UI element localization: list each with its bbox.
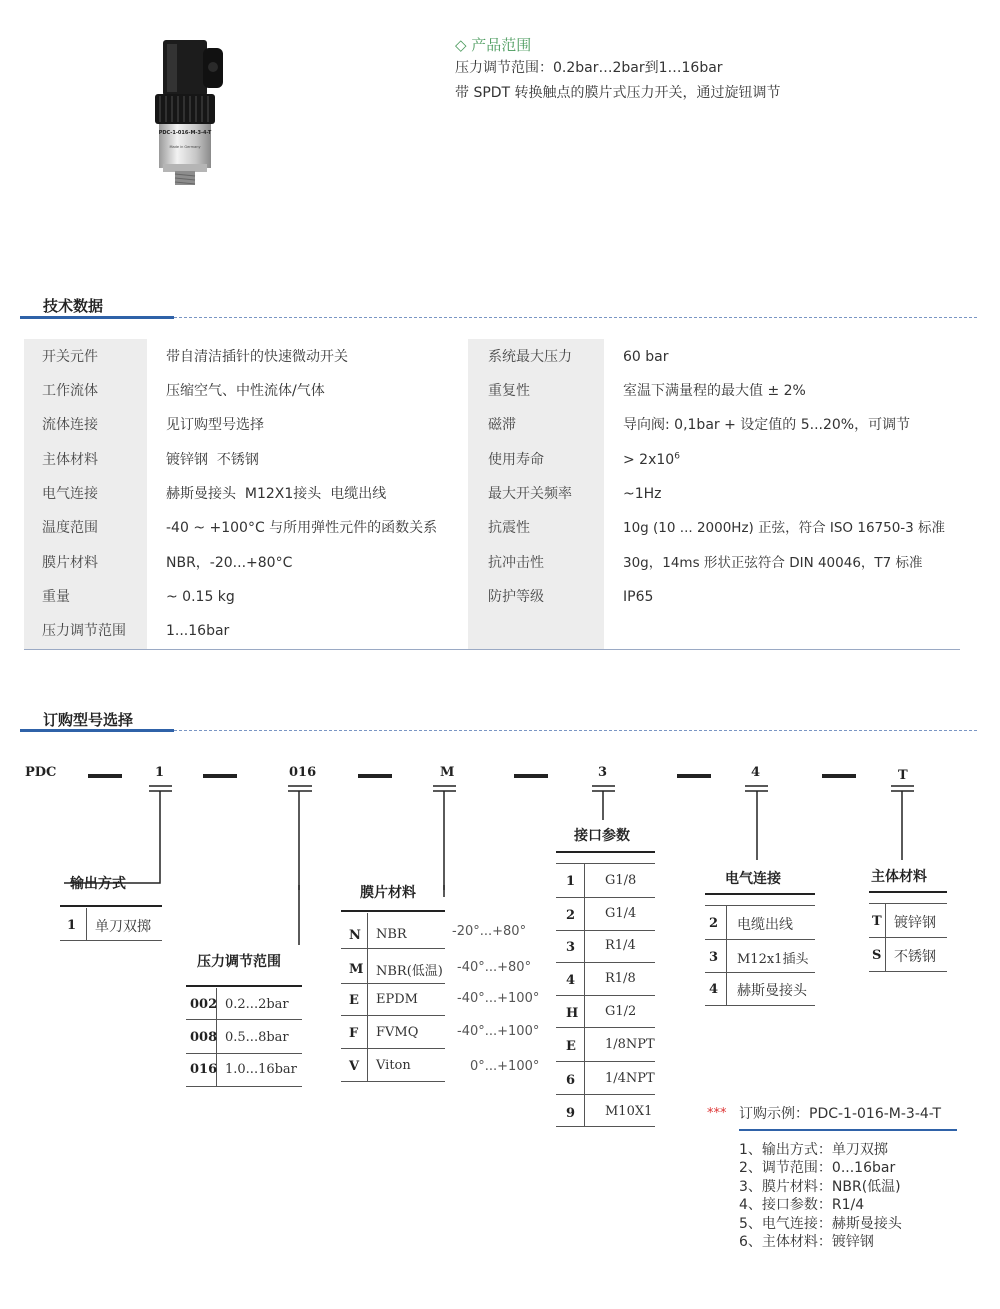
membrane-row-rule [341, 1015, 445, 1016]
port-rule-bottom [556, 1126, 655, 1127]
membrane-connector [435, 885, 455, 905]
tech-right-value [623, 443, 680, 477]
body-material-divider [885, 904, 886, 972]
membrane-code: E [349, 993, 359, 1008]
port-desc: 1/4NPT [605, 1071, 655, 1086]
body-material-code: T [872, 914, 882, 929]
port-desc: R1/8 [605, 971, 636, 986]
tech-left-label: 温度范围 [42, 520, 98, 536]
port-row-rule [556, 930, 655, 931]
membrane-code: M [349, 962, 364, 977]
code-dash [822, 774, 856, 778]
electrical-divider [726, 906, 727, 1005]
port-desc: M10X1 [605, 1104, 653, 1119]
pressure-range-text: 压力调节范围：0.2bar…2bar到1…16bar [455, 60, 723, 76]
tech-right-value: IP65 [623, 589, 654, 605]
membrane-desc: Viton [376, 1058, 411, 1073]
tech-right-label: 抗冲击性 [488, 555, 544, 571]
electrical-rule-bottom [705, 1005, 815, 1006]
code-dash [358, 774, 392, 778]
membrane-desc: NBR(低温) [376, 964, 443, 979]
membrane-code: N [349, 928, 361, 943]
tech-right-label: 系统最大压力 [488, 349, 572, 365]
code-electrical: 4 [751, 765, 761, 780]
product-description-text: 带 SPDT 转换触点的膜片式压力开关，通过旋钮调节 [455, 85, 781, 101]
body-material-desc: 不锈钢 [894, 949, 936, 965]
electrical-code: 3 [709, 950, 719, 965]
electrical-desc: M12x1插头 [737, 952, 809, 967]
tech-left-label: 膜片材料 [42, 555, 98, 571]
port-desc: G1/2 [605, 1004, 637, 1019]
code-membrane: M [440, 765, 455, 780]
tech-right-label: 重复性 [488, 383, 530, 399]
electrical-row-rule [705, 939, 815, 940]
port-code: 1 [566, 874, 576, 889]
example-line: 3、膜片材料：NBR(低温) [739, 1179, 901, 1195]
membrane-rule-bottom [341, 1081, 445, 1082]
output-rule-bottom [60, 940, 162, 941]
membrane-temp-range: -40°...+80° [457, 960, 532, 975]
code-range: 016 [289, 765, 317, 780]
range-code: 016 [190, 1062, 218, 1077]
tech-left-value: 带自清洁插针的快速微动开关 [166, 349, 348, 365]
tech-right-value: 导向阀: 0,1bar + 设定值的 5...20%，可调节 [623, 417, 911, 433]
example-line: 5、电气连接：赫斯曼接头 [739, 1216, 902, 1232]
port-code: 9 [566, 1106, 576, 1121]
tech-left-label: 流体连接 [42, 417, 98, 433]
range-desc: 0.5...8bar [225, 1030, 289, 1045]
tech-right-value: 10g (10 ... 2000Hz) 正弦，符合 ISO 16750-3 标准 [623, 520, 946, 536]
tech-left-label: 压力调节范围 [42, 623, 126, 639]
electrical-desc: 赫斯曼接头 [737, 983, 807, 999]
example-line: 2、调节范围：0...16bar [739, 1160, 896, 1176]
port-desc: G1/4 [605, 906, 637, 921]
membrane-temp-range: -40°...+100° [457, 991, 540, 1006]
body-material-code: S [872, 948, 882, 963]
code-dash [514, 774, 548, 778]
port-desc: G1/8 [605, 873, 637, 888]
tech-right-label: 防护等级 [488, 589, 544, 605]
service-life-exponent: 6 [674, 451, 680, 462]
output-desc: 单刀双掷 [95, 919, 151, 935]
membrane-code: V [349, 1059, 360, 1074]
electrical-title: 电气连接 [725, 871, 781, 887]
code-output: 1 [155, 765, 165, 780]
code-prefix: PDC [25, 765, 57, 780]
ordering-dashed-rule [174, 730, 977, 731]
tech-right-label: 磁滞 [488, 417, 516, 433]
body-material-row-rule [869, 903, 947, 904]
port-row-rule [556, 897, 655, 898]
membrane-divider [367, 913, 368, 1081]
range-rule [186, 985, 302, 987]
port-code: 3 [566, 940, 576, 955]
tech-right-label: 抗震性 [488, 520, 530, 536]
tech-right-value: 室温下满量程的最大值 ± 2% [623, 383, 806, 399]
membrane-rule [341, 910, 445, 912]
body-material-desc: 镀锌钢 [894, 915, 936, 931]
tech-right-label: 最大开关频率 [488, 486, 572, 502]
range-code: 008 [190, 1030, 218, 1045]
port-code: 6 [566, 1073, 576, 1088]
electrical-row-rule [705, 905, 815, 906]
tech-left-label: 工作流体 [42, 383, 98, 399]
code-body: T [898, 768, 908, 783]
example-stars: *** [707, 1106, 727, 1121]
range-code: 002 [190, 997, 218, 1012]
ordering-title: 订购型号选择 [43, 711, 134, 729]
tech-data-table [24, 339, 960, 649]
tech-left-label: 主体材料 [42, 452, 98, 468]
code-port: 3 [598, 765, 608, 780]
electrical-desc: 电缆出线 [737, 917, 793, 933]
svg-text:PDC-1-016-M-3-4-T: PDC-1-016-M-3-4-T [158, 130, 212, 136]
tech-left-value: 1...16bar [166, 623, 230, 639]
tech-right-value: 30g，14ms 形状正弦符合 DIN 40046，T7 标准 [623, 555, 923, 571]
port-row-rule [556, 962, 655, 963]
membrane-row-rule [341, 948, 445, 949]
example-line: 1、输出方式：单刀双掷 [739, 1142, 888, 1158]
tech-left-label: 电气连接 [42, 486, 98, 502]
tech-left-label: 开关元件 [42, 349, 98, 365]
port-code: E [566, 1039, 576, 1054]
tech-data-title: 技术数据 [43, 297, 104, 315]
range-title: 压力调节范围 [197, 954, 281, 970]
membrane-temp-range: -20°...+80° [452, 924, 527, 939]
code-dash [203, 774, 237, 778]
body-material-title: 主体材料 [871, 869, 927, 885]
membrane-desc: FVMQ [376, 1025, 419, 1040]
tech-left-value: 赫斯曼接头 M12X1接头 电缆出线 [166, 486, 387, 502]
port-code: 4 [566, 973, 576, 988]
port-code: 2 [566, 908, 576, 923]
connector-lines [0, 780, 1000, 890]
port-code: H [566, 1006, 579, 1021]
body-material-row-rule [869, 937, 947, 938]
port-row-rule [556, 1027, 655, 1028]
body-material-rule [869, 891, 947, 893]
port-desc: 1/8NPT [605, 1037, 655, 1052]
port-desc: R1/4 [605, 938, 636, 953]
membrane-row-rule [341, 1048, 445, 1049]
electrical-code: 2 [709, 916, 719, 931]
range-desc: 0.2...2bar [225, 997, 289, 1012]
tech-right-value: ~1Hz [623, 486, 662, 502]
tech-left-value: 见订购型号选择 [166, 417, 264, 433]
electrical-rule [705, 893, 815, 895]
code-dash [677, 774, 711, 778]
output-code: 1 [67, 918, 77, 933]
tech-right-value: 60 bar [623, 349, 669, 365]
range-rule-bottom [186, 1086, 302, 1087]
membrane-title: 膜片材料 [360, 885, 416, 901]
electrical-code: 4 [709, 982, 719, 997]
tech-right-label: 使用寿命 [488, 452, 544, 468]
tech-left-value: -40 ~ +100°C 与所用弹性元件的函数关系 [166, 520, 438, 536]
tech-data-accent-bar [20, 316, 174, 319]
product-image [145, 36, 225, 186]
membrane-temp-range: -40°...+100° [457, 1024, 540, 1039]
port-rule [556, 851, 655, 853]
svg-text:Made in Germany: Made in Germany [169, 145, 201, 149]
output-rule [60, 905, 162, 907]
tech-data-dashed-rule [174, 317, 977, 318]
example-rule [739, 1129, 957, 1131]
example-title: 订购示例：PDC-1-016-M-3-4-T [739, 1106, 942, 1122]
tech-left-value: NBR，-20...+80°C [166, 555, 293, 571]
port-row-rule [556, 863, 655, 864]
tech-left-value: 压缩空气、中性流体/气体 [166, 383, 325, 399]
membrane-desc: NBR [376, 927, 407, 942]
tech-left-label: 重量 [42, 589, 70, 605]
body-material-rule-bottom [869, 971, 947, 972]
output-title: 输出方式 [70, 876, 126, 892]
example-line: 4、接口参数：R1/4 [739, 1197, 865, 1213]
membrane-row-rule [341, 983, 445, 984]
port-title: 接口参数 [574, 828, 630, 844]
port-row-rule [556, 1094, 655, 1095]
range-row-rule [186, 1053, 302, 1054]
port-row-rule [556, 995, 655, 996]
port-row-rule [556, 1061, 655, 1062]
membrane-desc: EPDM [376, 992, 418, 1007]
tech-left-value: ~ 0.15 kg [166, 589, 235, 605]
example-line: 6、主体材料：镀锌钢 [739, 1234, 874, 1250]
ordering-accent-bar [20, 729, 174, 732]
output-divider [86, 908, 87, 940]
membrane-code: F [349, 1026, 359, 1041]
code-dash [88, 774, 122, 778]
range-connector [290, 885, 310, 955]
range-desc: 1.0...16bar [225, 1062, 297, 1077]
tech-table-bottom-rule [24, 649, 960, 650]
range-row-rule [186, 1019, 302, 1020]
tech-left-value: 镀锌钢 不锈钢 [166, 452, 259, 468]
product-range-heading: ◇ 产品范围 [455, 36, 532, 54]
membrane-temp-range: 0°...+100° [470, 1059, 540, 1074]
electrical-row-rule [705, 972, 815, 973]
service-life-value: > 2x10 [623, 452, 675, 468]
